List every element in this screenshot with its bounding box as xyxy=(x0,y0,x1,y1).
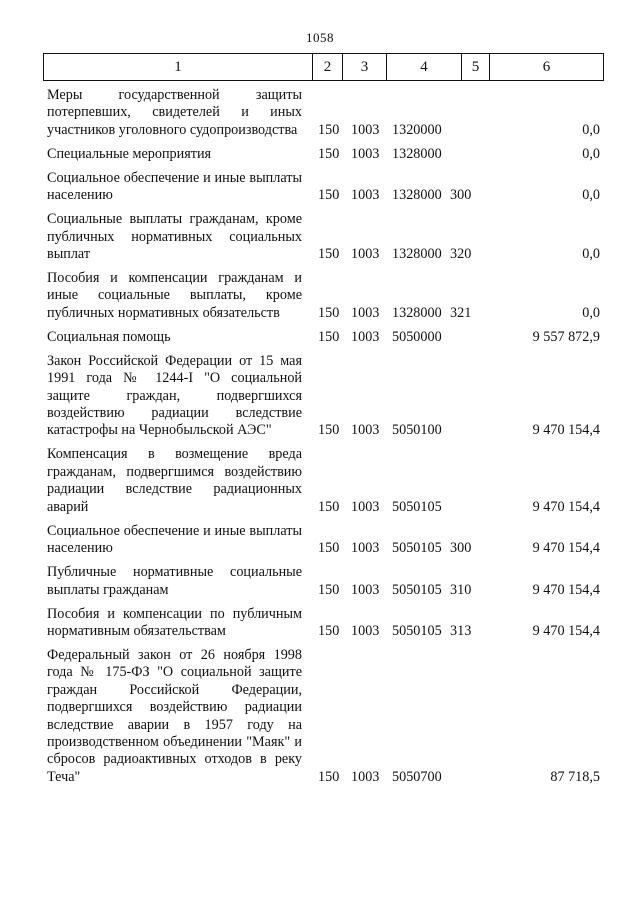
row-code-4: 1328000 xyxy=(392,304,442,321)
row-amount: 0,0 xyxy=(582,246,600,263)
table-header xyxy=(43,53,604,81)
row-code-2: 150 xyxy=(318,422,340,439)
row-description: Пособия и компенсации гражданам и иные социальные выплаты, кроме публичных нормативных обязательств xyxy=(47,270,302,321)
row-code-2: 150 xyxy=(318,622,340,639)
row-code-3: 1003 xyxy=(351,581,380,598)
row-amount: 9 470 154,4 xyxy=(532,422,600,439)
row-amount: 9 470 154,4 xyxy=(532,540,600,557)
header-col-3: 3 xyxy=(342,54,386,80)
row-code-4: 1320000 xyxy=(392,121,442,138)
row-amount: 9 470 154,4 xyxy=(532,622,600,639)
row-code-4: 1328000 xyxy=(392,246,442,263)
row-code-4: 5050105 xyxy=(392,540,442,557)
row-amount: 9 557 872,9 xyxy=(532,328,600,345)
table-row xyxy=(47,170,607,205)
row-code-4: 5050100 xyxy=(392,422,442,439)
row-code-3: 1003 xyxy=(351,246,380,263)
row-code-2: 150 xyxy=(318,768,340,785)
row-code-2: 150 xyxy=(318,246,340,263)
row-description: Социальное обеспечение и иные выплаты населению xyxy=(47,522,302,557)
table-row xyxy=(47,446,607,516)
row-code-3: 1003 xyxy=(351,422,380,439)
row-code-5: 300 xyxy=(450,187,472,204)
row-code-2: 150 xyxy=(318,145,340,162)
row-code-4: 1328000 xyxy=(392,145,442,162)
table-row xyxy=(47,270,607,322)
table-row xyxy=(47,329,607,346)
row-amount: 0,0 xyxy=(582,187,600,204)
row-code-4: 5050700 xyxy=(392,768,442,785)
row-code-2: 150 xyxy=(318,498,340,515)
row-code-3: 1003 xyxy=(351,540,380,557)
row-amount: 0,0 xyxy=(582,145,600,162)
row-code-2: 150 xyxy=(318,540,340,557)
row-description: Закон Российской Федерации от 15 мая 1991 года № 1244-I "О социальной защите граждан, подвергшихся воздействию радиации вследствие катастрофы на Чернобыльской АЭС" xyxy=(47,352,302,439)
row-code-3: 1003 xyxy=(351,622,380,639)
row-code-3: 1003 xyxy=(351,145,380,162)
row-description: Компенсация в возмещение вреда гражданам, подвергшимся воздействию радиации вследствие радиационных аварий xyxy=(47,446,302,515)
table-row xyxy=(47,146,607,163)
row-code-2: 150 xyxy=(318,581,340,598)
row-amount: 9 470 154,4 xyxy=(532,581,600,598)
row-code-3: 1003 xyxy=(351,121,380,138)
row-description: Социальная помощь xyxy=(47,328,171,345)
header-col-2: 2 xyxy=(312,54,342,80)
row-amount: 0,0 xyxy=(582,304,600,321)
row-amount: 0,0 xyxy=(582,121,600,138)
row-code-4: 5050000 xyxy=(392,328,442,345)
row-code-3: 1003 xyxy=(351,187,380,204)
row-description: Социальное обеспечение и иные выплаты населению xyxy=(47,169,302,204)
row-code-2: 150 xyxy=(318,328,340,345)
row-code-5: 310 xyxy=(450,581,472,598)
table-row xyxy=(47,87,607,139)
table-row xyxy=(47,211,607,263)
row-amount: 9 470 154,4 xyxy=(532,498,600,515)
header-col-5: 5 xyxy=(461,54,489,80)
table-row xyxy=(47,606,607,641)
header-col-1: 1 xyxy=(43,54,312,80)
header-col-6: 6 xyxy=(489,54,604,80)
row-code-2: 150 xyxy=(318,121,340,138)
row-description: Публичные нормативные социальные выплаты гражданам xyxy=(47,564,302,598)
table-row xyxy=(47,564,607,599)
row-description: Меры государственной защиты потерпевших, свидетелей и иных участников уголовного судопроизводства xyxy=(47,87,302,138)
row-code-5: 300 xyxy=(450,540,472,557)
table-row xyxy=(47,647,607,786)
row-code-2: 150 xyxy=(318,304,340,321)
row-code-3: 1003 xyxy=(351,498,380,515)
row-code-5: 321 xyxy=(450,304,472,321)
table-body xyxy=(47,87,607,793)
row-code-3: 1003 xyxy=(351,768,380,785)
table-row xyxy=(47,353,607,440)
row-code-3: 1003 xyxy=(351,304,380,321)
row-code-5: 320 xyxy=(450,246,472,263)
row-description: Специальные мероприятия xyxy=(47,145,212,162)
row-amount: 87 718,5 xyxy=(550,768,600,785)
table-row xyxy=(47,523,607,558)
row-code-2: 150 xyxy=(318,187,340,204)
page-number: 1058 xyxy=(306,30,334,45)
row-code-4: 1328000 xyxy=(392,187,442,204)
row-code-4: 5050105 xyxy=(392,622,442,639)
row-description: Социальные выплаты гражданам, кроме публичных нормативных социальных выплат xyxy=(47,211,302,263)
row-code-4: 5050105 xyxy=(392,498,442,515)
row-description: Федеральный закон от 26 ноября 1998 года № 175-ФЗ "О социальной защите граждан Российской Федерации, подвергшихся воздействию радиации вследствие аварии в 1957 году на производственном объединении "Маяк" и сбросов радиоактивных отходов в реку Теча" xyxy=(47,646,302,785)
row-code-3: 1003 xyxy=(351,328,380,345)
row-code-4: 5050105 xyxy=(392,581,442,598)
row-code-5: 313 xyxy=(450,622,472,639)
row-description: Пособия и компенсации по публичным нормативным обязательствам xyxy=(47,605,302,639)
header-col-4: 4 xyxy=(386,54,461,80)
